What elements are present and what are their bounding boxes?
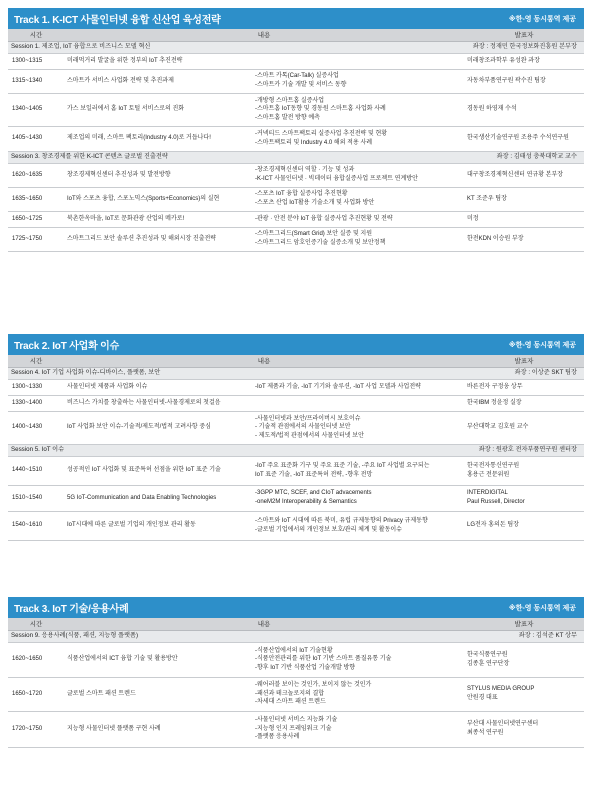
- table-row: [8, 511, 584, 540]
- talk-title: 글로벌 스마트 패션 트렌드: [64, 677, 252, 711]
- talk-title: 식품산업에서의 ICT 융합 기술 및 활용방안: [64, 642, 252, 677]
- talk-details: [252, 642, 464, 677]
- speaker-line: 한국IBM 정윤정 실장: [467, 399, 522, 406]
- table-row: [8, 379, 584, 395]
- talk-title: 제조업의 미래, 스마트 팩토리(Industry 4.0)로 거듭나다!: [64, 126, 252, 151]
- talk-title: IoT와 스포츠 융합, 스포노믹스(Sports+Economics)의 실현: [64, 187, 252, 211]
- track-header: [8, 8, 584, 29]
- schedule-table: [8, 355, 584, 541]
- time-cell: 1620~1635: [8, 163, 64, 187]
- detail-line: -3GPP MTC, SCEF, and CIoT advacements: [255, 490, 372, 497]
- time-cell: 1540~1610: [8, 511, 64, 540]
- talk-title: 가스 보일러에서 홈 IoT 토털 서비스로의 진화: [64, 93, 252, 126]
- table-row: [8, 411, 584, 444]
- detail-line: -K-ICT 사물인터넷 · 빅데이터 융합실증사업 프로젝트 연계방안: [255, 176, 418, 182]
- detail-line: -스마트그리드(Smart Grid) 보안 실증 및 지원: [255, 231, 373, 238]
- table-row: [8, 126, 584, 151]
- speaker-line: KT 조준우 팀장: [467, 195, 507, 202]
- track-header: [8, 597, 584, 618]
- header-content: 내용: [64, 29, 464, 41]
- time-cell: 1720~1750: [8, 711, 64, 747]
- detail-line: -향후 IoT 기반 식품산업 기술개발 방향: [255, 664, 356, 671]
- track-section: [8, 8, 584, 252]
- detail-line: -사물인터넷 서비스 지능화 기술: [255, 717, 338, 724]
- speaker-cell: [464, 227, 584, 251]
- detail-line: -스마트팩토리 및 Industry 4.0 해외 적용 사례: [255, 139, 373, 146]
- track-title: Track 3. IoT 기술/응용사례: [14, 604, 129, 615]
- session-chair: 좌장 : 김태성 충북대학교 교수: [496, 152, 577, 160]
- track-title: Track 1. K-ICT 사물인터넷 융합 신산업 육성전략: [14, 15, 221, 26]
- interpretation-note: ※한-영 동시통역 제공: [508, 15, 576, 23]
- detail-line: -지능형 인지 프레임워크 기술: [255, 725, 332, 732]
- speaker-line: 한전KDN 이승원 부장: [467, 235, 524, 242]
- talk-details: [252, 69, 464, 93]
- time-cell: 1300~1330: [8, 379, 64, 395]
- speaker-cell: [464, 379, 584, 395]
- speaker-line: 바른전자 구정웅 상무: [467, 383, 523, 390]
- talk-details: [252, 187, 464, 211]
- detail-line: -스마트홈 IoT동향 및 경동원 스마트홈 사업화 사례: [255, 106, 386, 113]
- speaker-cell: [464, 163, 584, 187]
- table-row: [8, 642, 584, 677]
- speaker-cell: [464, 69, 584, 93]
- speaker-line: 최종석 연구원: [467, 730, 504, 736]
- session-chair: 좌장 : 원광호 전자부품연구원 센터장: [478, 445, 577, 453]
- talk-details: [252, 379, 464, 395]
- session-bar: [11, 153, 581, 162]
- talk-title: 성공적인 IoT 사업화 및 표준특허 선점을 위한 IoT 표준 기술: [64, 456, 252, 485]
- talk-title: 창조경제혁신센터 추진성과 및 발전방향: [64, 163, 252, 187]
- track-header: [8, 334, 584, 355]
- speaker-line: 경동원 하영재 수석: [467, 106, 517, 113]
- session-cell: [8, 630, 584, 642]
- speaker-line: 부산대 사물인터넷연구센터: [467, 721, 539, 728]
- header-speaker: 발표자: [464, 29, 584, 41]
- detail-line: -식품산업에서의 IoT 기술현황: [255, 647, 333, 654]
- detail-line: -IoT 제품과 기술, -IoT 기기와 솔루션, -IoT 사업 모델과 사업전략: [255, 383, 421, 390]
- table-row: [8, 227, 584, 251]
- speaker-cell: [464, 53, 584, 69]
- table-header-row: [8, 618, 584, 630]
- session-chair: 좌장 : 이상준 SKT 팀장: [514, 368, 577, 376]
- header-speaker: 발표자: [464, 618, 584, 630]
- speaker-cell: [464, 395, 584, 411]
- speaker-line: 김종훈 연구단장: [467, 660, 510, 667]
- time-cell: 1400~1430: [8, 411, 64, 444]
- table-row: [8, 69, 584, 93]
- speaker-line: 홍용근 전문위원: [467, 471, 510, 478]
- time-cell: 1300~1315: [8, 53, 64, 69]
- detail-line: - 기술적 관점에서의 사물인터넷 보안: [255, 424, 351, 431]
- session-cell: [8, 444, 584, 456]
- session-cell: [8, 151, 584, 163]
- session-row: [8, 444, 584, 456]
- detail-line: -스마트카 기술 개발 및 서비스 동향: [255, 82, 347, 88]
- time-cell: 1650~1725: [8, 211, 64, 227]
- session-chair: 좌장 : 김석준 KT 상무: [518, 631, 577, 639]
- table-row: [8, 163, 584, 187]
- table-row: [8, 187, 584, 211]
- detail-line: -스포츠 산업 IoT활용 기술소개 및 사업화 방안: [255, 200, 375, 206]
- speaker-cell: [464, 485, 584, 511]
- talk-details: [252, 411, 464, 444]
- schedule-table: [8, 29, 584, 252]
- talk-title: 스마트그리드 보안 솔루션 추진성과 및 해외시장 진출전략: [64, 227, 252, 251]
- detail-line: - 제도적/법적 관점에서의 사물인터넷 보안: [255, 432, 364, 439]
- detail-line: -글로벌 기업에서의 개인정보 보호/관리 체계 및 활동이슈: [255, 526, 402, 533]
- speaker-cell: [464, 411, 584, 444]
- session-bar: [11, 446, 581, 455]
- session-cell: [8, 367, 584, 379]
- detail-line: -스마트그리드 암호인증기술 실증소개 및 보안정책: [255, 240, 386, 246]
- detail-line: -스마트 카톡(Car-Talk) 실증사업: [255, 73, 339, 80]
- talk-title: 북촌한옥마을, IoT로 문화관광 산업의 메카로!: [64, 211, 252, 227]
- header-time: 시간: [8, 355, 64, 367]
- detail-line: -식품안전관리를 위한 IoT 기반 스마트 품질유통 기술: [255, 656, 392, 663]
- speaker-line: 부산대학교 김호원 교수: [467, 424, 529, 431]
- speaker-line: 한국생산기술연구원 조용주 수석연구원: [467, 135, 569, 142]
- table-row: [8, 395, 584, 411]
- talk-details: [252, 211, 464, 227]
- detail-line: -IoT 주요 표준화 기구 및 주요 표준 기술, -주요 IoT 사업별 요구되는: [255, 462, 430, 469]
- table-row: [8, 711, 584, 747]
- detail-line: -패션과 테크놀로지의 결합: [255, 690, 325, 697]
- speaker-cell: [464, 711, 584, 747]
- detail-line: -플랫폼 응용사례: [255, 734, 300, 741]
- speaker-line: INTERDIGITAL: [467, 490, 508, 497]
- table-row: [8, 456, 584, 485]
- session-label: Session 3. 창조경제를 위한 K-ICT 콘텐츠 글로벌 진출전략: [11, 152, 168, 160]
- talk-title: 사물인터넷 제품과 사업화 이슈: [64, 379, 252, 395]
- session-chair: 좌장 : 정재민 한국정보화진흥원 본부장: [472, 42, 577, 50]
- session-label: Session 4. IoT 기업 사업화 이슈-디바이스, 플랫폼, 보안: [11, 368, 161, 376]
- time-cell: 1440~1510: [8, 456, 64, 485]
- session-cell: [8, 41, 584, 53]
- talk-details: [252, 711, 464, 747]
- track-section: [8, 334, 584, 541]
- talk-details: [252, 163, 464, 187]
- talk-title: IoT 사업화 보안 이슈-기술적/제도적/법적 고려사항 중심: [64, 411, 252, 444]
- time-cell: 1635~1650: [8, 187, 64, 211]
- session-label: Session 5. IoT 이슈: [11, 445, 65, 453]
- track-section: [8, 597, 584, 748]
- detail-line: -웨어러블 보이는 것인가, 보이지 않는 것인가: [255, 682, 372, 689]
- talk-details: [252, 677, 464, 711]
- table-row: [8, 211, 584, 227]
- session-row: [8, 367, 584, 379]
- table-row: [8, 485, 584, 511]
- time-cell: 1725~1750: [8, 227, 64, 251]
- speaker-line: LG전자 홍의돈 팀장: [467, 522, 519, 529]
- talk-title: 지능형 사물인터넷 플랫폼 구현 사례: [64, 711, 252, 747]
- time-cell: 1330~1400: [8, 395, 64, 411]
- detail-line: -개방형 스마트홈 실증사업: [255, 97, 325, 104]
- session-bar: [11, 369, 581, 378]
- header-speaker: 발표자: [464, 355, 584, 367]
- speaker-line: 미래창조과학부 유성완 과장: [467, 57, 540, 64]
- talk-details: [252, 126, 464, 151]
- speaker-line: 한국식품연구원: [467, 651, 508, 658]
- talk-title: 5G IoT-Communication and Data Enabling Technologies: [64, 485, 252, 511]
- talk-details: [252, 485, 464, 511]
- talk-details: [252, 395, 464, 411]
- session-bar: [11, 632, 581, 641]
- table-row: [8, 677, 584, 711]
- speaker-cell: [464, 642, 584, 677]
- table-row: [8, 93, 584, 126]
- speaker-line: 한국전자통신연구원: [467, 462, 520, 469]
- table-row: [8, 53, 584, 69]
- speaker-cell: [464, 211, 584, 227]
- speaker-line: 자동차부품연구원 곽수진 팀장: [467, 77, 546, 84]
- detail-line: -스포츠 IoT 융합 실증사업 추진현황: [255, 191, 348, 198]
- detail-line: -oneM2M Interoperability & Semantics: [255, 499, 357, 505]
- speaker-line: 안원경 대표: [467, 695, 498, 701]
- time-cell: 1340~1405: [8, 93, 64, 126]
- session-label: Session 1. 제조업, IoT 융합으로 비즈니스 모델 혁신: [11, 42, 151, 50]
- detail-line: IoT 표준 기술, -IoT 표준특허 전략, -향후 전망: [255, 471, 373, 478]
- session-bar: [11, 43, 581, 52]
- session-label: Session 9. 응용사례(식품, 패션, 지능형 플랫폼): [11, 631, 139, 639]
- header-time: 시간: [8, 29, 64, 41]
- header-content: 내용: [64, 355, 464, 367]
- header-time: 시간: [8, 618, 64, 630]
- talk-details: [252, 93, 464, 126]
- session-row: [8, 41, 584, 53]
- header-content: 내용: [64, 618, 464, 630]
- session-row: [8, 151, 584, 163]
- speaker-cell: [464, 93, 584, 126]
- speaker-line: Paul Russell, Director: [467, 499, 525, 505]
- schedule-table: [8, 618, 584, 748]
- interpretation-note: ※한-영 동시통역 제공: [508, 604, 576, 612]
- speaker-line: 미정: [467, 215, 479, 222]
- talk-details: [252, 53, 464, 69]
- time-cell: 1315~1340: [8, 69, 64, 93]
- talk-title: IoT시대에 따른 글로벌 기업의 개인정보 관리 활동: [64, 511, 252, 540]
- detail-line: -사물인터넷과 보안/프라이버시 보호이슈: [255, 415, 361, 422]
- table-header-row: [8, 355, 584, 367]
- speaker-cell: [464, 456, 584, 485]
- table-header-row: [8, 29, 584, 41]
- time-cell: 1405~1430: [8, 126, 64, 151]
- detail-line: -스마트와 IoT 시대에 따른 북미, 유럽 규제동향의 Privacy 규제동향: [255, 517, 428, 524]
- speaker-line: STYLUS MEDIA GROUP: [467, 686, 535, 693]
- talk-title: 스마트카 서비스 사업화 전략 및 추진과제: [64, 69, 252, 93]
- talk-details: [252, 456, 464, 485]
- speaker-cell: [464, 126, 584, 151]
- session-row: [8, 630, 584, 642]
- speaker-cell: [464, 677, 584, 711]
- speaker-cell: [464, 511, 584, 540]
- detail-line: -관광 · 안전 분야 IoT 융합 실증사업 추진현황 및 전략: [255, 215, 393, 222]
- interpretation-note: ※한-영 동시통역 제공: [508, 341, 576, 349]
- detail-line: -커넥티드 스마트팩토리 실증사업 추진전략 및 현황: [255, 130, 388, 137]
- time-cell: 1650~1720: [8, 677, 64, 711]
- speaker-cell: [464, 187, 584, 211]
- time-cell: 1510~1540: [8, 485, 64, 511]
- talk-title: 미래먹거리 발굴을 위한 정부의 IoT 추진전략: [64, 53, 252, 69]
- speaker-line: 대구창조경제혁신센터 연규황 본부장: [467, 171, 564, 178]
- time-cell: 1620~1650: [8, 642, 64, 677]
- track-title: Track 2. IoT 사업화 이슈: [14, 341, 120, 352]
- talk-details: [252, 227, 464, 251]
- detail-line: -차세대 스마트 패션 트렌드: [255, 699, 326, 706]
- detail-line: -스마트홈 발전 방향 예측: [255, 114, 320, 121]
- talk-title: 비즈니스 가치를 창출하는 사물인터넷-사물경제로의 첫걸음: [64, 395, 252, 411]
- talk-details: [252, 511, 464, 540]
- detail-line: -창조경제혁신센터 역할 · 기능 및 성과: [255, 167, 355, 174]
